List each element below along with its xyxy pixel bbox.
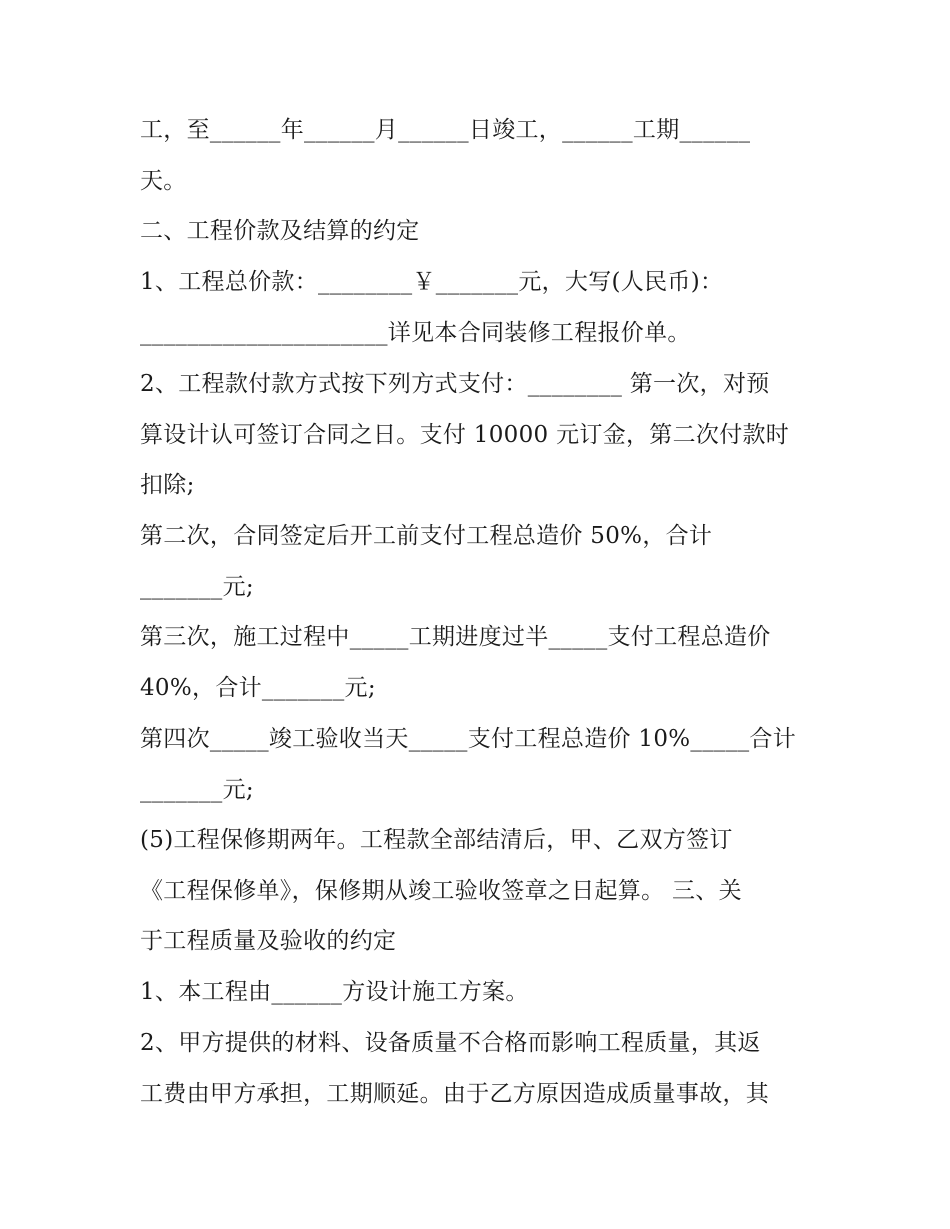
text-line-9: 第二次，合同签定后开工前支付工程总造价 50%，合计 (140, 523, 713, 549)
text-line-8: 扣除; (140, 472, 195, 498)
section-heading-pricing: 二、工程价款及结算的约定 (140, 218, 420, 244)
text-line-14: _______元; (140, 777, 254, 803)
text-line-16: 《工程保修单》，保修期从竣工验收签章之日起算。 三、关 (140, 878, 742, 904)
text-line-2: 天。 (140, 168, 187, 194)
text-line-20: 工费由甲方承担，工期顺延。由于乙方原因造成质量事故，其 (140, 1081, 770, 1107)
text-line-17: 于工程质量及验收的约定 (140, 928, 397, 954)
text-line-6: 2、工程款付款方式按下列方式支付：________ 第一次，对预 (140, 371, 770, 397)
text-line-15: (5)工程保修期两年。工程款全部结清后，甲、乙双方签订 (140, 827, 733, 853)
text-line-12: 40%，合计_______元; (140, 675, 376, 701)
text-line-5: _____________________详见本合同装修工程报价单。 (140, 320, 691, 346)
text-line-1: 工，至______年______月______日竣工，______工期______ (140, 117, 751, 143)
text-line-19: 2、甲方提供的材料、设备质量不合格而影响工程质量，其返 (140, 1030, 761, 1056)
text-line-4: 1、工程总价款：________￥_______元，大写(人民币)： (140, 269, 724, 295)
text-line-13: 第四次_____竣工验收当天_____支付工程总造价 10%_____合计 (140, 726, 797, 752)
text-line-7: 算设计认可签订合同之日。支付 10000 元订金，第二次付款时 (140, 422, 790, 448)
text-line-11: 第三次，施工过程中_____工期进度过半_____支付工程总造价 (140, 624, 771, 650)
text-line-18: 1、本工程由______方设计施工方案。 (140, 979, 529, 1005)
text-line-10: _______元; (140, 574, 254, 600)
